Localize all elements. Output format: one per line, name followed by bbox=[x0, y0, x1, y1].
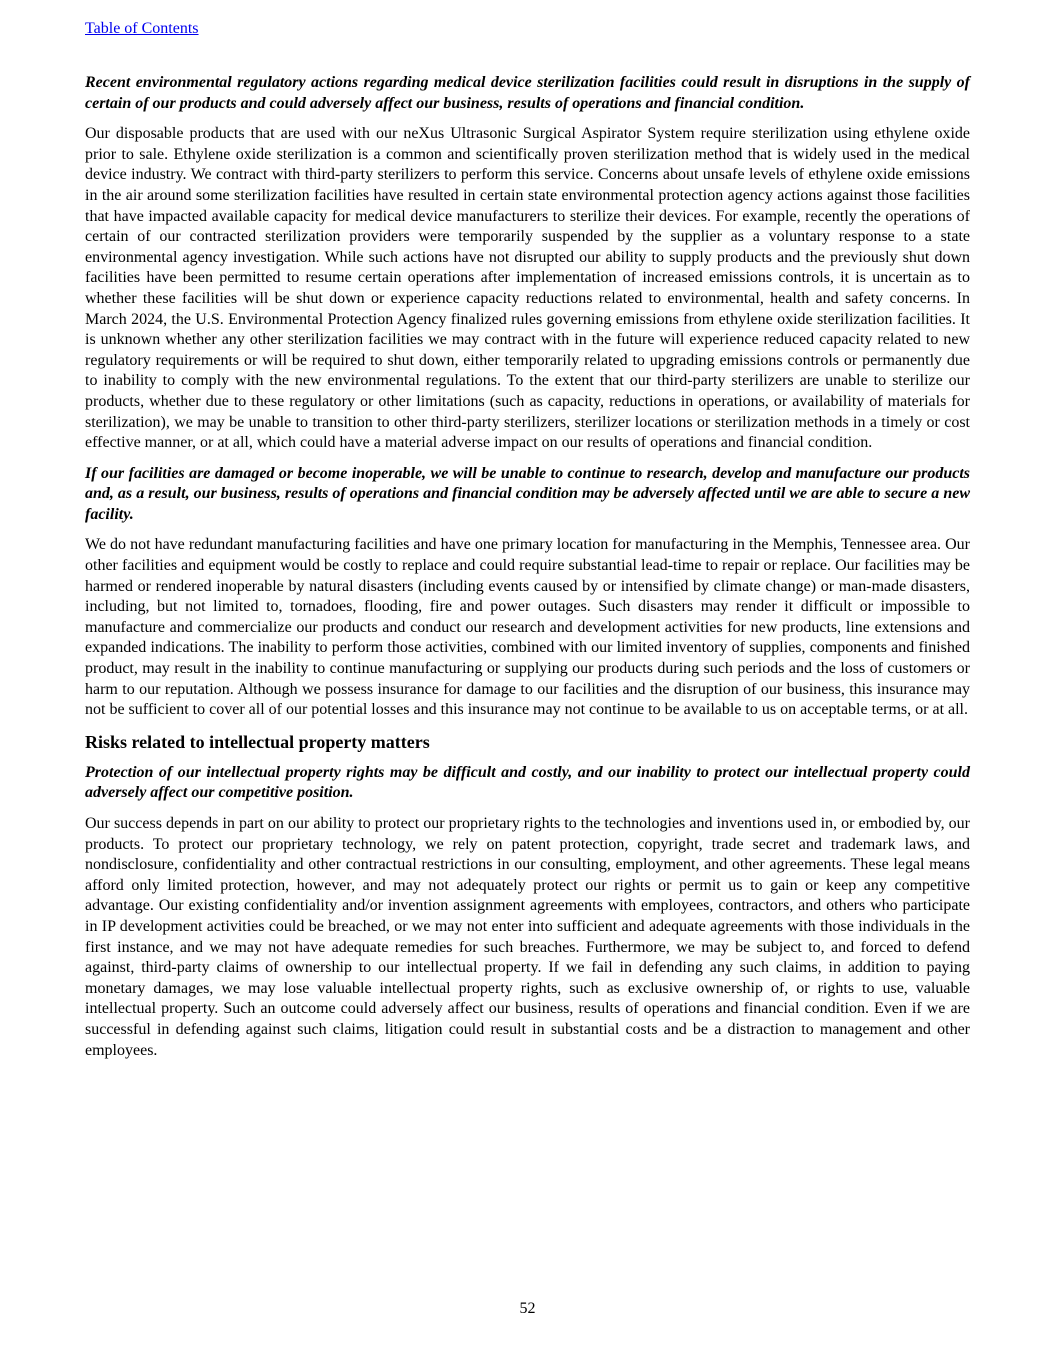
paragraph-ip-protection: Our success depends in part on our ability to protect our proprietary rights to the technologies and inventions used in, or embodied by, our products. To protect our proprietary technology, we rely on patent protection, copyright, trade secret and trademark laws, and nondisclosure, confidentiality and other contractual restrictions in our consulting, employment, and other agreements. These legal means afford only limited protection, however, and may not adequately protect our rights or permit us to gain or keep any competitive advantage. Our existing confidentiality and/or invention assignment agreements with employees, contractors, and others who participate in IP development activities could be breached, or we may not enter into sufficient and adequate agreements with those individuals in the first instance, and we may not have adequate remedies for such breaches. Furthermore, we may be subject to, and forced to defend against, third-party claims of ownership to our intellectual property. If we fail in defending any such claims, in addition to paying monetary damages, we may lose valuable intellectual property rights, such as exclusive ownership of, or rights to use, valuable intellectual property. Such an outcome could adversely affect our business, results of operations and financial condition. Even if we are successful in defending against such claims, litigation could result in substantial costs and be a distraction to management and other employees. bbox=[85, 815, 970, 1059]
risk-factor-heading-sterilization: Recent environmental regulatory actions regarding medical device sterilization facilities could result in disruptions in the supply of certain of our products and could adversely affect our business, results of operations and financial condition. bbox=[85, 74, 970, 112]
section-heading-ip: Risks related to intellectual property matters bbox=[85, 731, 430, 752]
paragraph-sterilization: Our disposable products that are used with our neXus Ultrasonic Surgical Aspirator System require sterilization using ethylene oxide prior to sale. Ethylene oxide sterilization is a common and scientifically proven sterilization method that is widely used in the medical device industry. We contract with third-party sterilizers to perform this service. Concerns about unsafe levels of ethylene oxide emissions in the air around some sterilization facilities have resulted in certain state environmental protection agency actions against those facilities that have impacted available capacity for medical device manufacturers to sterilize their devices. For example, recently the operations of certain of our contracted sterilization providers were temporarily suspended by the supplier as a voluntary response to a state environmental agency investigation. While such actions have not disrupted our ability to supply products and the previously shut down facilities have been permitted to resume certain operations after implementation of increased emissions controls, it is uncertain as to whether these facilities will be shut down or experience capacity reductions related to environmental, health and safety concerns. In March 2024, the U.S. Environmental Protection Agency finalized rules governing emissions from ethylene oxide sterilization facilities. It is unknown whether any other sterilization facilities we may contract with in the future will experience reduced capacity related to new regulatory requirements or will be required to shut down, either temporarily related to upgrading emissions controls or permanently due to inability to comply with the new environmental regulations. To the extent that our third-party sterilizers are unable to sterilize our products, whether due to these regulatory or other limitations (such as capacity, reductions in operations, or availability of materials for sterilization), we may be unable to transition to other third-party sterilizers, sterilizer locations or sterilization methods in a timely or cost effective manner, or at all, which could have a material adverse impact on our results of operations and financial condition. bbox=[85, 125, 970, 452]
page-number: 52 bbox=[519, 1300, 536, 1317]
risk-factor-heading-facilities: If our facilities are damaged or become inoperable, we will be unable to continue to research, develop and manufacture our products and, as a result, our business, results of operations and financial condition may be adversely affected until we are able to secure a new facility. bbox=[85, 464, 970, 523]
risk-factor-heading-ip-protection: Protection of our intellectual property rights may be difficult and costly, and our inability to protect our intellectual property could adversely affect our competitive position. bbox=[85, 763, 970, 802]
document-body bbox=[85, 73, 970, 1071]
table-of-contents-link[interactable]: Table of Contents bbox=[85, 20, 199, 37]
paragraph-facilities: We do not have redundant manufacturing facilities and have one primary location for manufacturing in the Memphis, Tennessee area. Our other facilities and equipment would be costly to replace and could require substantial lead-time to repair or replace. Our facilities may be harmed or rendered inoperable by natural disasters (including events caused by or intensified by climate change) or man-made disasters, including, but not limited to, tornadoes, flooding, fire and power outages. Such disasters may render it difficult or impossible to manufacture and commercialize our products and conduct our research and development activities for new products, line extensions and expanded indications. The inability to perform those activities, combined with our limited inventory of supplies, components and finished product, may result in the inability to continue manufacturing or supplying our products during such periods and the loss of customers or harm to our reputation. Although we possess insurance for damage to our facilities and the disruption of our business, this insurance may not be sufficient to cover all of our potential losses and this insurance may not continue to be available to us on acceptable terms, or at all. bbox=[85, 536, 970, 719]
